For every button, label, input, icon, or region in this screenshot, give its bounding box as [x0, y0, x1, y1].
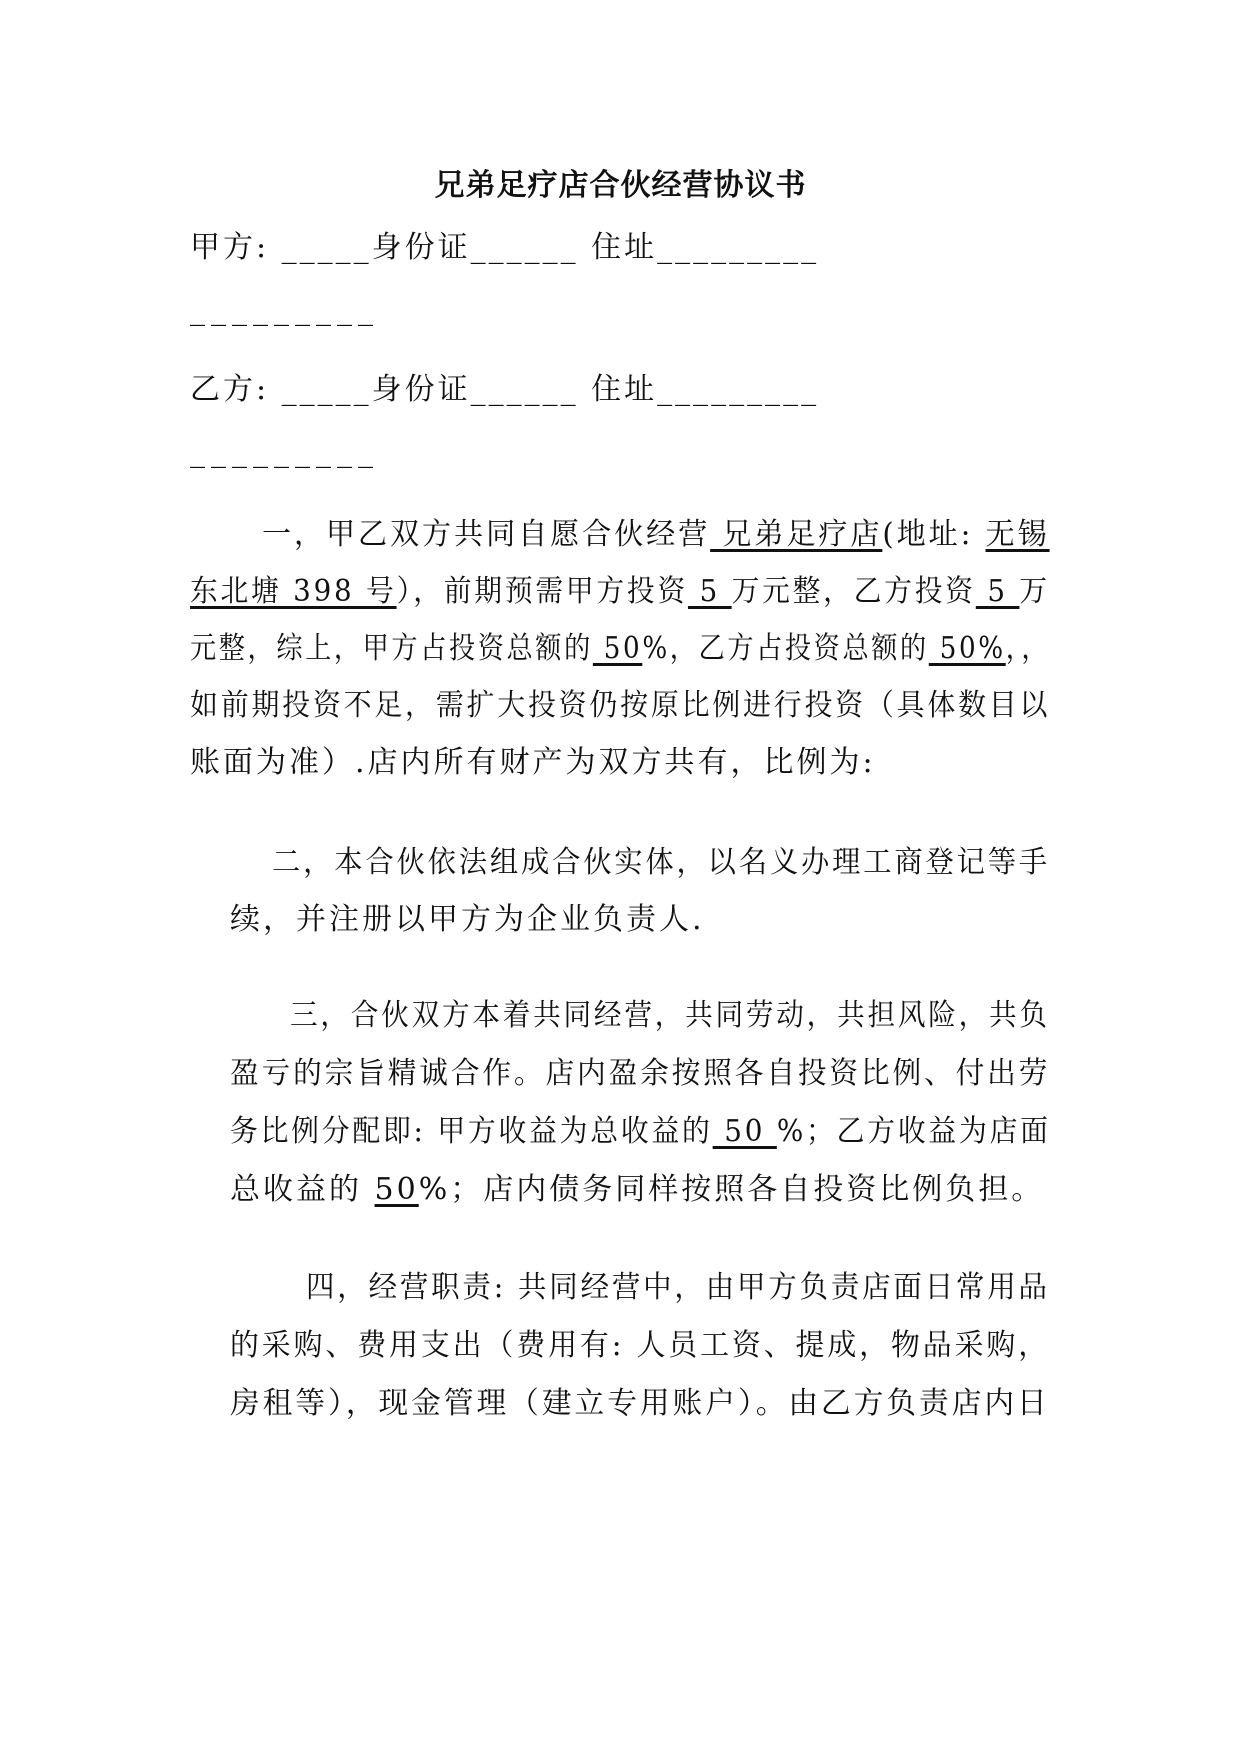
document-title: 兄弟足疗店合伙经营协议书: [434, 168, 807, 203]
clause-4-line-2: 的采购、费用支出（费用有: 人员工资、提成，物品采购，: [230, 1328, 1051, 1363]
clause-3-line-2: 盈亏的宗旨精诚合作。店内盈余按照各自投资比例、付出劳: [230, 1056, 1051, 1091]
clause-3-line-3: [230, 1112, 1051, 1152]
clause-1-text: 万元整，乙方投资: [731, 574, 976, 609]
clause-1-line-5: 账面为准）.店内所有财产为双方共有，比例为:: [190, 745, 876, 780]
party-a-investment: 5: [687, 574, 732, 609]
party-a-share: 50: [592, 631, 643, 666]
clause-1-line-1: [262, 515, 1050, 555]
party-b-line-2: _________: [190, 434, 379, 469]
clause-4-line-3: 房租等），现金管理（建立专用账户）。由乙方负责店内日: [230, 1386, 1050, 1421]
clause-1-text: ，，: [1005, 631, 1051, 666]
clause-1-line-4: 如前期投资不足，需扩大投资仍按原比例进行投资（具体数目以: [190, 688, 1051, 723]
clause-2-line-1: 二，本合伙依法组成合伙实体，以名义办理工商登记等手: [272, 845, 1050, 880]
clause-1-text: 元整，综上，甲方占投资总额的: [190, 631, 593, 666]
party-b-share: 50%: [928, 631, 1006, 666]
party-a-line-2: _________: [190, 292, 379, 327]
clause-1-text: 一，甲乙双方共同自愿合伙经营: [262, 517, 711, 552]
clause-3-line-1: 三，合伙双方本着共同经营，共同劳动，共担风险，共负: [290, 998, 1050, 1033]
clause-3-text: %；乙方收益为店面: [776, 1114, 1051, 1149]
clause-2-line-2: 续，并注册以甲方为企业负责人.: [230, 902, 705, 937]
clause-4-line-1: 四，经营职责: 共同经营中，由甲方负责店面日常用品: [306, 1270, 1050, 1305]
clause-3-text: 总收益的: [230, 1172, 375, 1207]
party-a-profit-share: 50: [712, 1114, 777, 1149]
party-a-line-1: 甲方: _____身份证______ 住址_________: [190, 230, 820, 265]
clause-1-text: ），前期预需甲方投资: [396, 574, 688, 609]
party-b-investment: 5: [975, 574, 1020, 609]
shop-address-part-2: 东北塘 398 号: [190, 574, 397, 609]
clause-1-line-3: [190, 629, 1050, 669]
clause-1-text: (地址:: [882, 517, 986, 552]
clause-3-line-4: [230, 1170, 1044, 1210]
shop-address-part-1: 无锡: [985, 517, 1050, 552]
clause-3-text: 务比例分配即: 甲方收益为总收益的: [230, 1114, 713, 1149]
clause-1-text: 万: [1019, 574, 1050, 609]
party-b-profit-share: 50: [374, 1172, 419, 1207]
party-b-line-1: 乙方: _____身份证______ 住址_________: [190, 372, 820, 407]
clause-3-text: %；店内债务同样按照各自投资比例负担。: [418, 1172, 1045, 1207]
clause-1-line-2: [190, 572, 1050, 612]
shop-name: 兄弟足疗店: [710, 517, 883, 552]
clause-1-text: %，乙方占投资总额的: [642, 631, 929, 666]
